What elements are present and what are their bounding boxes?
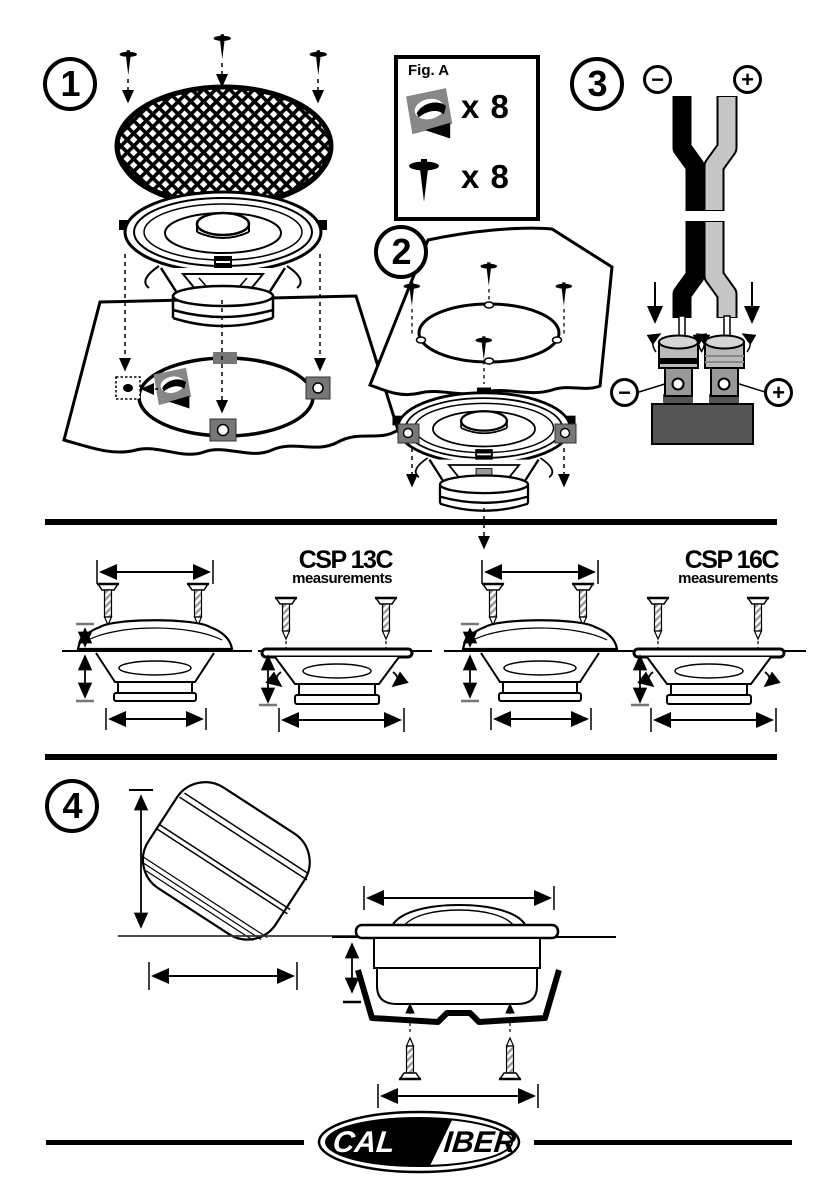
csp16c-surface-diagram bbox=[444, 560, 636, 730]
mounting-screw-icon bbox=[499, 1038, 521, 1079]
speaker-pod bbox=[130, 769, 326, 955]
step-2-badge bbox=[374, 225, 428, 279]
mounting-screw-icon bbox=[97, 584, 119, 625]
step-2-number: 2 bbox=[391, 231, 411, 272]
logo-text-cal: CAL bbox=[331, 1126, 397, 1159]
fig-a-title: Fig. A bbox=[408, 62, 450, 79]
step-4-badge bbox=[45, 779, 99, 833]
step-4-number: 4 bbox=[62, 785, 82, 826]
mounting-screw-icon bbox=[647, 598, 669, 639]
minus-icon: − bbox=[643, 65, 672, 94]
plus-icon: + bbox=[764, 378, 793, 407]
mounting-screw-icon bbox=[187, 584, 209, 625]
mounting-screw-icon bbox=[572, 584, 594, 625]
model-name: CSP 16C bbox=[684, 546, 778, 574]
csp16c-title-block bbox=[646, 548, 778, 586]
step1-exploded-speaker bbox=[64, 34, 398, 454]
mounting-screw-icon bbox=[482, 584, 504, 625]
minus-icon: − bbox=[610, 378, 639, 407]
terminal-block bbox=[639, 334, 765, 444]
mounting-screw-icon bbox=[747, 598, 769, 639]
section-divider bbox=[45, 754, 777, 760]
model-caption: measurements bbox=[678, 570, 778, 587]
positive-wire bbox=[714, 96, 727, 318]
step-1-number: 1 bbox=[60, 63, 80, 104]
plus-icon: + bbox=[733, 65, 762, 94]
section-divider bbox=[45, 519, 777, 525]
speaker-grille bbox=[117, 87, 331, 205]
step-3-badge bbox=[570, 57, 624, 111]
screw-icon bbox=[310, 50, 327, 75]
step4-pod-mount bbox=[118, 769, 616, 1108]
screw-quantity: x 8 bbox=[461, 158, 510, 195]
step-3-number: 3 bbox=[587, 63, 607, 104]
mounting-screw-icon bbox=[399, 1038, 421, 1079]
screw-icon bbox=[120, 50, 137, 75]
step-1-badge bbox=[43, 57, 97, 111]
csp13c-flush-diagram bbox=[258, 598, 432, 732]
mounting-screw-icon bbox=[375, 598, 397, 639]
model-caption: measurements bbox=[292, 570, 392, 587]
csp13c-surface-diagram bbox=[62, 560, 252, 730]
negative-wire bbox=[682, 96, 695, 318]
clip-icon bbox=[406, 88, 452, 138]
binding-post bbox=[659, 336, 698, 369]
mounting-screw-icon bbox=[275, 598, 297, 639]
cross-section-diagram bbox=[332, 886, 616, 1108]
csp13c-title-block bbox=[260, 548, 392, 586]
clip-icon bbox=[154, 368, 191, 409]
binding-post bbox=[705, 336, 744, 369]
screw-icon bbox=[214, 34, 231, 59]
logo-text-iber: IBER bbox=[442, 1126, 518, 1159]
csp16c-flush-diagram bbox=[631, 598, 806, 732]
speaker bbox=[392, 388, 575, 511]
clip-quantity: x 8 bbox=[461, 88, 510, 125]
step3-wiring bbox=[639, 96, 765, 444]
footer bbox=[46, 1112, 792, 1172]
mounting-panel bbox=[64, 296, 398, 454]
model-name: CSP 13C bbox=[298, 546, 392, 574]
